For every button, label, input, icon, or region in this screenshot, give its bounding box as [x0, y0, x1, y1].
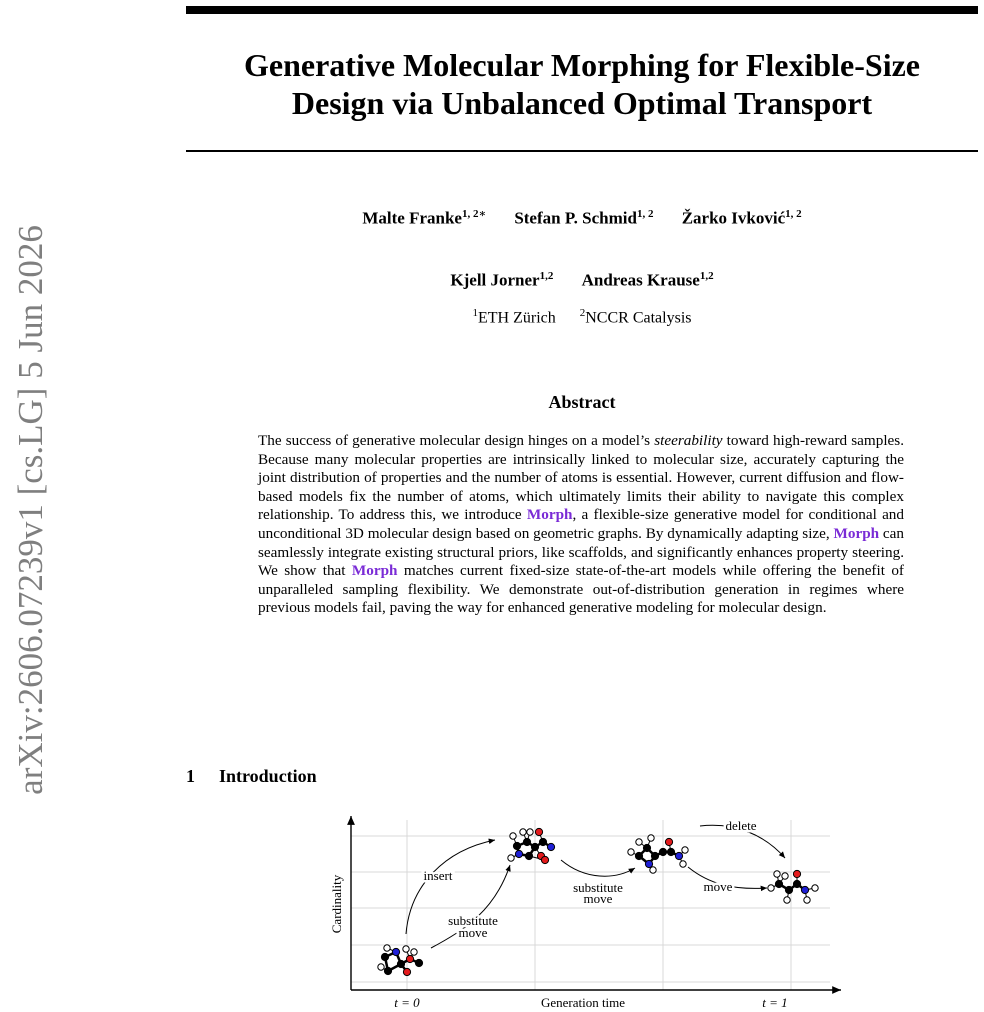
- arxiv-identifier-text: arXiv:2606.07239v1 [cs.LG] 5 Jun 2026: [11, 225, 50, 795]
- molecule-initial: [378, 945, 423, 976]
- t0-label: t = 0: [394, 995, 420, 1010]
- author: Stefan P. Schmid$^{1, 2}$: [514, 208, 654, 228]
- molecule-medium: [628, 835, 688, 873]
- label-insert: insert: [423, 868, 453, 883]
- section-heading: [186, 766, 317, 787]
- abstract-body: The success of generative molecular design hinges on a model’s steerability toward high-reward samples. Because many molecular properties are intrinsically linked to molecular size, accurately capturing the joint distribution of properties and the number of atoms is essential. However, current diffusion and flow-based models fix the number of atoms, which ultimately limits their ability to navigate this complex relationship. To address this, we introduce Morph, a flexible-size generative model for conditional and unconditional 3D molecular design based on geometric graphs. By dynamically adapting size, Morph can seamlessly integrate existing structural priors, like scaffolds, and significantly enhances property steering. We show that Morph matches current fixed-size state-of-the-art models while offering the benefit of unparalleled sampling flexibility. We demonstrate out-of-distribution generation in regimes where previous models fail, paving the way for enhanced generative modeling for molecular design.: [258, 432, 904, 617]
- label-move-3: move: [703, 879, 733, 894]
- affiliation: $^1$ETH Zürich: [472, 307, 556, 327]
- figure-morph-process: [315, 810, 845, 1012]
- title-line-1: Generative Molecular Morphing for Flexible-Size: [244, 47, 920, 83]
- abstract-heading: Abstract: [548, 392, 616, 412]
- arxiv-identifier: [2, 225, 60, 795]
- author: Malte Franke$^{1, 2∗}$: [362, 208, 487, 228]
- label-substitute-1: substitute: [448, 913, 498, 928]
- author-list-row-1: [186, 207, 978, 229]
- label-delete: delete: [725, 818, 757, 833]
- y-axis-label: Cardinality: [329, 874, 344, 934]
- molecule-large: [508, 828, 555, 863]
- t1-label: t = 1: [762, 995, 788, 1010]
- author: Kjell Jorner$^{1,2}$: [450, 270, 554, 290]
- morph-link[interactable]: Morph: [351, 562, 398, 580]
- x-axis-label: Generation time: [540, 995, 626, 1010]
- top-rule: [186, 6, 978, 14]
- paper-title: [186, 46, 978, 122]
- section-title: Introduction: [219, 766, 317, 786]
- molecule-final: [768, 870, 818, 903]
- author-list-row-2: [186, 270, 978, 291]
- title-line-2: Design via Unbalanced Optimal Transport: [291, 85, 873, 121]
- arrow-substitute-move-2: [561, 860, 635, 876]
- author: Andreas Krause$^{1,2}$: [581, 270, 714, 290]
- author: Žarko Ivković$^{1, 2}$: [681, 208, 802, 228]
- section-number: 1: [186, 766, 195, 786]
- affiliation: $^2$NCCR Catalysis: [579, 307, 692, 327]
- title-rule: [186, 150, 978, 152]
- label-move-1: move: [458, 925, 488, 940]
- morph-link[interactable]: Morph: [833, 524, 880, 542]
- morph-link[interactable]: Morph: [526, 506, 573, 524]
- label-move-2: move: [583, 891, 613, 906]
- label-substitute-2: substitute: [573, 880, 623, 895]
- emphasis-steerability: steerability: [654, 432, 723, 449]
- affiliations: [186, 307, 978, 327]
